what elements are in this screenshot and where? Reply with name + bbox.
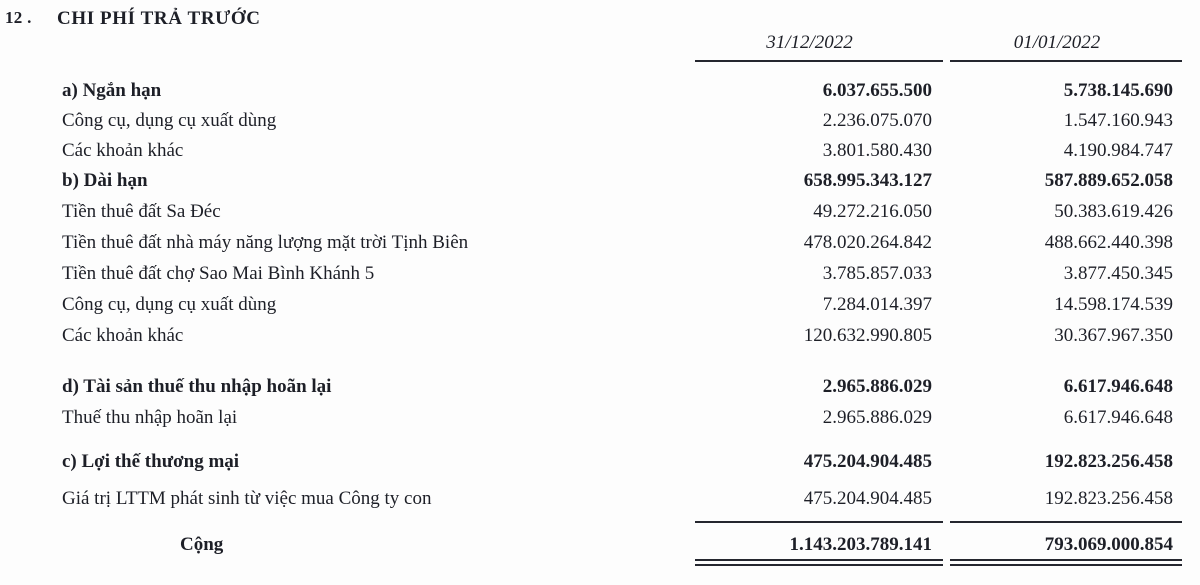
row-value-previous: 6.617.946.648 <box>1063 375 1173 397</box>
row-label: Các khoản khác <box>62 324 184 346</box>
row-label: Tiền thuê đất chợ Sao Mai Bình Khánh 5 <box>62 262 375 284</box>
column-header-previous: 01/01/2022 <box>1013 32 1101 53</box>
row-value-current: 658.995.343.127 <box>803 169 932 191</box>
table-row <box>0 290 1200 320</box>
row-value-previous: 1.547.160.943 <box>1063 109 1173 131</box>
row-label: b) Dài hạn <box>62 169 148 191</box>
total-rule-top-previous <box>950 521 1182 523</box>
row-label: Tiền thuê đất Sa Đéc <box>62 200 221 222</box>
table-row <box>0 447 1200 477</box>
row-value-previous: 50.383.619.426 <box>1054 200 1173 222</box>
row-value-previous: 4.190.984.747 <box>1063 139 1173 161</box>
row-value-current: 7.284.014.397 <box>822 293 932 315</box>
table-row <box>0 321 1200 351</box>
note-heading: CHI PHÍ TRẢ TRƯỚC <box>57 8 261 29</box>
row-value-previous: 30.367.967.350 <box>1054 324 1173 346</box>
total-value-previous: 793.069.000.854 <box>1044 533 1173 555</box>
total-rule-bottom-outer-current <box>695 559 943 561</box>
table-row <box>0 76 1200 106</box>
table-row <box>0 106 1200 136</box>
header-rule-current <box>695 60 943 62</box>
row-label: c) Lợi thế thương mại <box>62 450 240 472</box>
row-value-current: 6.037.655.500 <box>822 79 932 101</box>
table-header-row <box>0 30 1200 56</box>
total-label: Cộng <box>180 533 224 555</box>
table-row <box>0 403 1200 433</box>
row-label: Giá trị LTTM phát sinh từ việc mua Công ty con <box>62 487 432 509</box>
table-row <box>0 228 1200 258</box>
row-value-previous: 3.877.450.345 <box>1063 262 1173 284</box>
row-label: Thuế thu nhập hoãn lại <box>62 406 238 428</box>
row-value-previous: 6.617.946.648 <box>1063 406 1173 428</box>
total-row <box>0 530 1200 560</box>
row-value-current: 475.204.904.485 <box>803 450 932 472</box>
table-row <box>0 259 1200 289</box>
row-value-previous: 14.598.174.539 <box>1054 293 1173 315</box>
row-value-previous: 192.823.256.458 <box>1044 450 1173 472</box>
note-number: 12 . <box>5 8 32 27</box>
table-row <box>0 372 1200 402</box>
header-rule-previous <box>950 60 1182 62</box>
total-rule-top-current <box>695 521 943 523</box>
table-row <box>0 136 1200 166</box>
total-rule-bottom-inner-current <box>695 564 943 566</box>
row-value-previous: 587.889.652.058 <box>1044 169 1173 191</box>
row-label: a) Ngắn hạn <box>62 79 162 101</box>
row-label: d) Tài sản thuế thu nhập hoãn lại <box>62 375 332 397</box>
row-value-current: 2.965.886.029 <box>822 375 932 397</box>
row-value-previous: 488.662.440.398 <box>1044 231 1173 253</box>
table-row <box>0 166 1200 196</box>
row-label: Công cụ, dụng cụ xuất dùng <box>62 109 277 131</box>
total-rule-bottom-outer-previous <box>950 559 1182 561</box>
column-header-current: 31/12/2022 <box>766 32 853 53</box>
row-value-previous: 192.823.256.458 <box>1044 487 1173 509</box>
row-label: Công cụ, dụng cụ xuất dùng <box>62 293 277 315</box>
row-value-current: 2.965.886.029 <box>822 406 932 428</box>
row-value-current: 49.272.216.050 <box>813 200 932 222</box>
row-value-current: 3.801.580.430 <box>822 139 932 161</box>
row-label: Các khoản khác <box>62 139 184 161</box>
row-label: Tiền thuê đất nhà máy năng lượng mặt trời Tịnh Biên <box>62 231 469 253</box>
row-value-current: 475.204.904.485 <box>803 487 932 509</box>
row-value-previous: 5.738.145.690 <box>1063 79 1173 101</box>
row-value-current: 3.785.857.033 <box>822 262 932 284</box>
table-row <box>0 197 1200 227</box>
row-value-current: 478.020.264.842 <box>803 231 932 253</box>
row-value-current: 2.236.075.070 <box>822 109 932 131</box>
row-value-current: 120.632.990.805 <box>803 324 932 346</box>
total-value-current: 1.143.203.789.141 <box>789 533 932 555</box>
total-rule-bottom-inner-previous <box>950 564 1182 566</box>
table-row <box>0 484 1200 514</box>
